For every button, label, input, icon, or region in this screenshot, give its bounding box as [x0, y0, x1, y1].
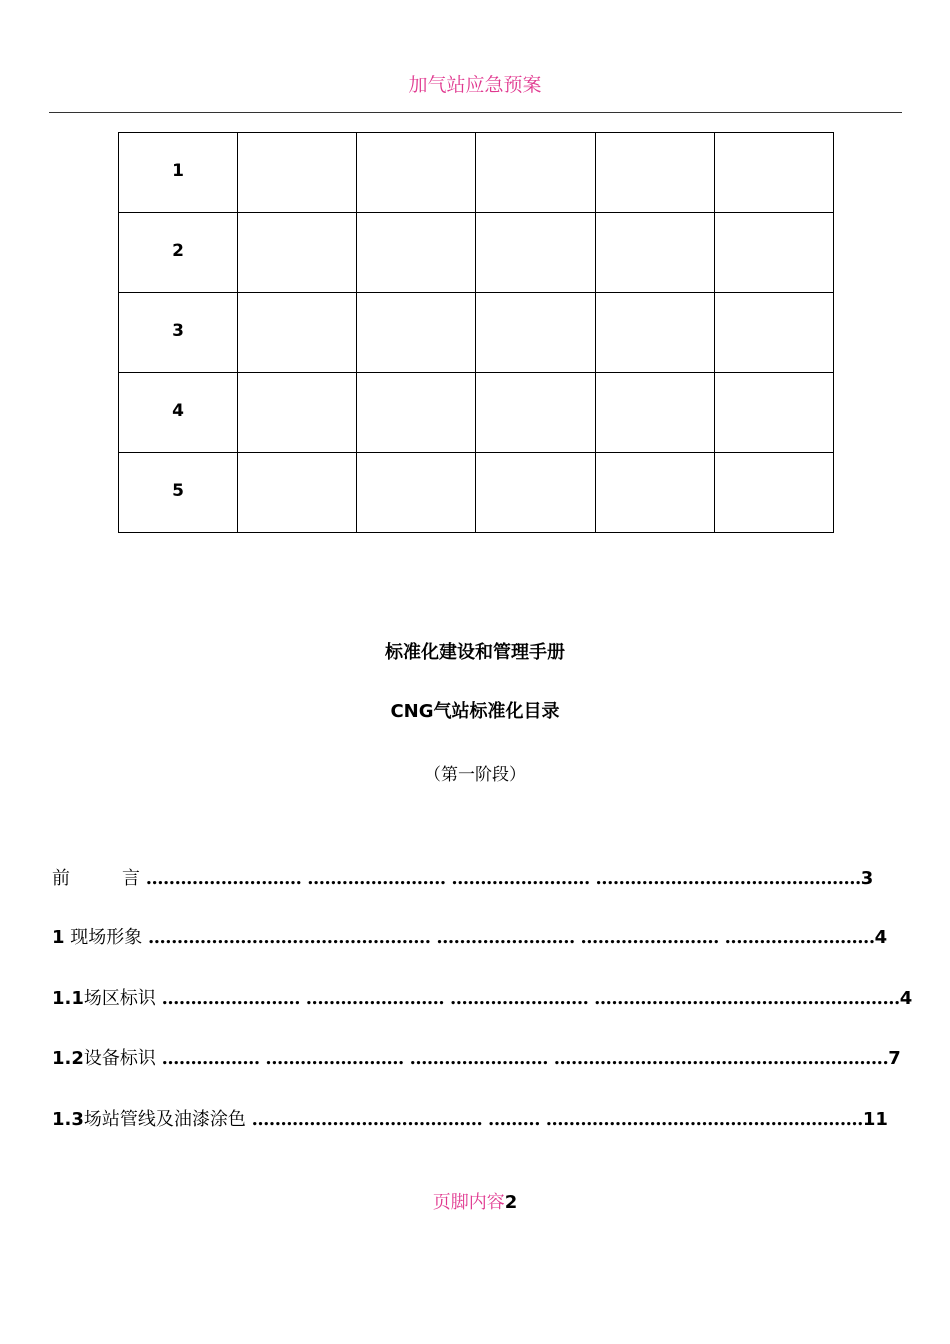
table-cell [357, 133, 476, 213]
table-row [119, 293, 834, 373]
table-cell [476, 373, 595, 453]
toc-section-number: 1.3 [52, 1109, 84, 1130]
page-header-title: 加气站应急预案 [408, 74, 542, 96]
row-number: 3 [119, 293, 238, 373]
table-cell [595, 133, 714, 213]
table-cell [714, 213, 833, 293]
table-cell [238, 293, 357, 373]
header-rule [49, 112, 902, 113]
manual-title: 标准化建设和管理手册 [385, 642, 565, 663]
toc-entry[interactable] [52, 1105, 888, 1131]
table-cell [595, 293, 714, 373]
toc-page-number: 11 [862, 1109, 888, 1130]
table-cell [714, 373, 833, 453]
toc-entry-preface[interactable] [52, 864, 873, 890]
table-cell [357, 373, 476, 453]
toc-leader-dots: ........................................ ......... ....................................................... [251, 1109, 863, 1130]
table-row [119, 133, 834, 213]
table-cell [714, 133, 833, 213]
toc-page-number: 7 [888, 1048, 901, 1069]
row-number: 5 [119, 453, 238, 533]
table-cell [595, 373, 714, 453]
table-cell [238, 373, 357, 453]
toc-section-number: 1.2 [52, 1048, 84, 1069]
toc-label: 前 [52, 868, 70, 889]
toc-page-number: 3 [860, 868, 874, 889]
toc-label: 场站管线及油漆涂色 [83, 1109, 246, 1130]
toc-section-number: 1 [52, 927, 65, 948]
toc-leader-dots: ........................... ........................ ........................ .............................................. [145, 868, 861, 889]
toc-label: 言 [122, 868, 140, 889]
toc-entry[interactable] [52, 923, 887, 949]
toc-entry[interactable] [52, 1044, 901, 1070]
footer-page-number: 2 [504, 1192, 518, 1213]
catalog-title: CNG气站标准化目录 [390, 701, 560, 722]
table-cell [714, 293, 833, 373]
table-row [119, 453, 834, 533]
table-cell [595, 453, 714, 533]
toc-section-number: 1.1 [52, 988, 84, 1009]
footer-text: 页脚内容 [432, 1192, 505, 1213]
page-footer [0, 1188, 950, 1214]
row-number: 4 [119, 373, 238, 453]
table-cell [476, 293, 595, 373]
table-cell [595, 213, 714, 293]
toc-leader-dots: ................. ........................ ........................ .......................................................... [161, 1048, 889, 1069]
toc-leader-dots: ........................ ........................ ........................ ..................................................... [161, 988, 900, 1009]
table-cell [476, 453, 595, 533]
table-cell [357, 293, 476, 373]
toc-leader-dots: ................................................. ........................ ........................ .......................... [148, 927, 875, 948]
stage-subtitle: （第一阶段） [424, 765, 526, 785]
table-cell [238, 213, 357, 293]
toc-page-number: 4 [874, 927, 888, 948]
table-cell [714, 453, 833, 533]
table-row [119, 213, 834, 293]
table-cell [238, 453, 357, 533]
table-cell [476, 133, 595, 213]
row-number: 2 [119, 213, 238, 293]
toc-entry[interactable] [52, 984, 912, 1010]
toc-label: 现场形象 [64, 927, 143, 948]
table-cell [357, 213, 476, 293]
table-cell [238, 133, 357, 213]
toc-label: 设备标识 [83, 1048, 156, 1069]
toc-page-number: 4 [899, 988, 913, 1009]
table-row [119, 373, 834, 453]
toc-label: 场区标识 [83, 988, 156, 1009]
table-cell [357, 453, 476, 533]
data-table [118, 132, 834, 533]
table-cell [476, 213, 595, 293]
row-number: 1 [119, 133, 238, 213]
